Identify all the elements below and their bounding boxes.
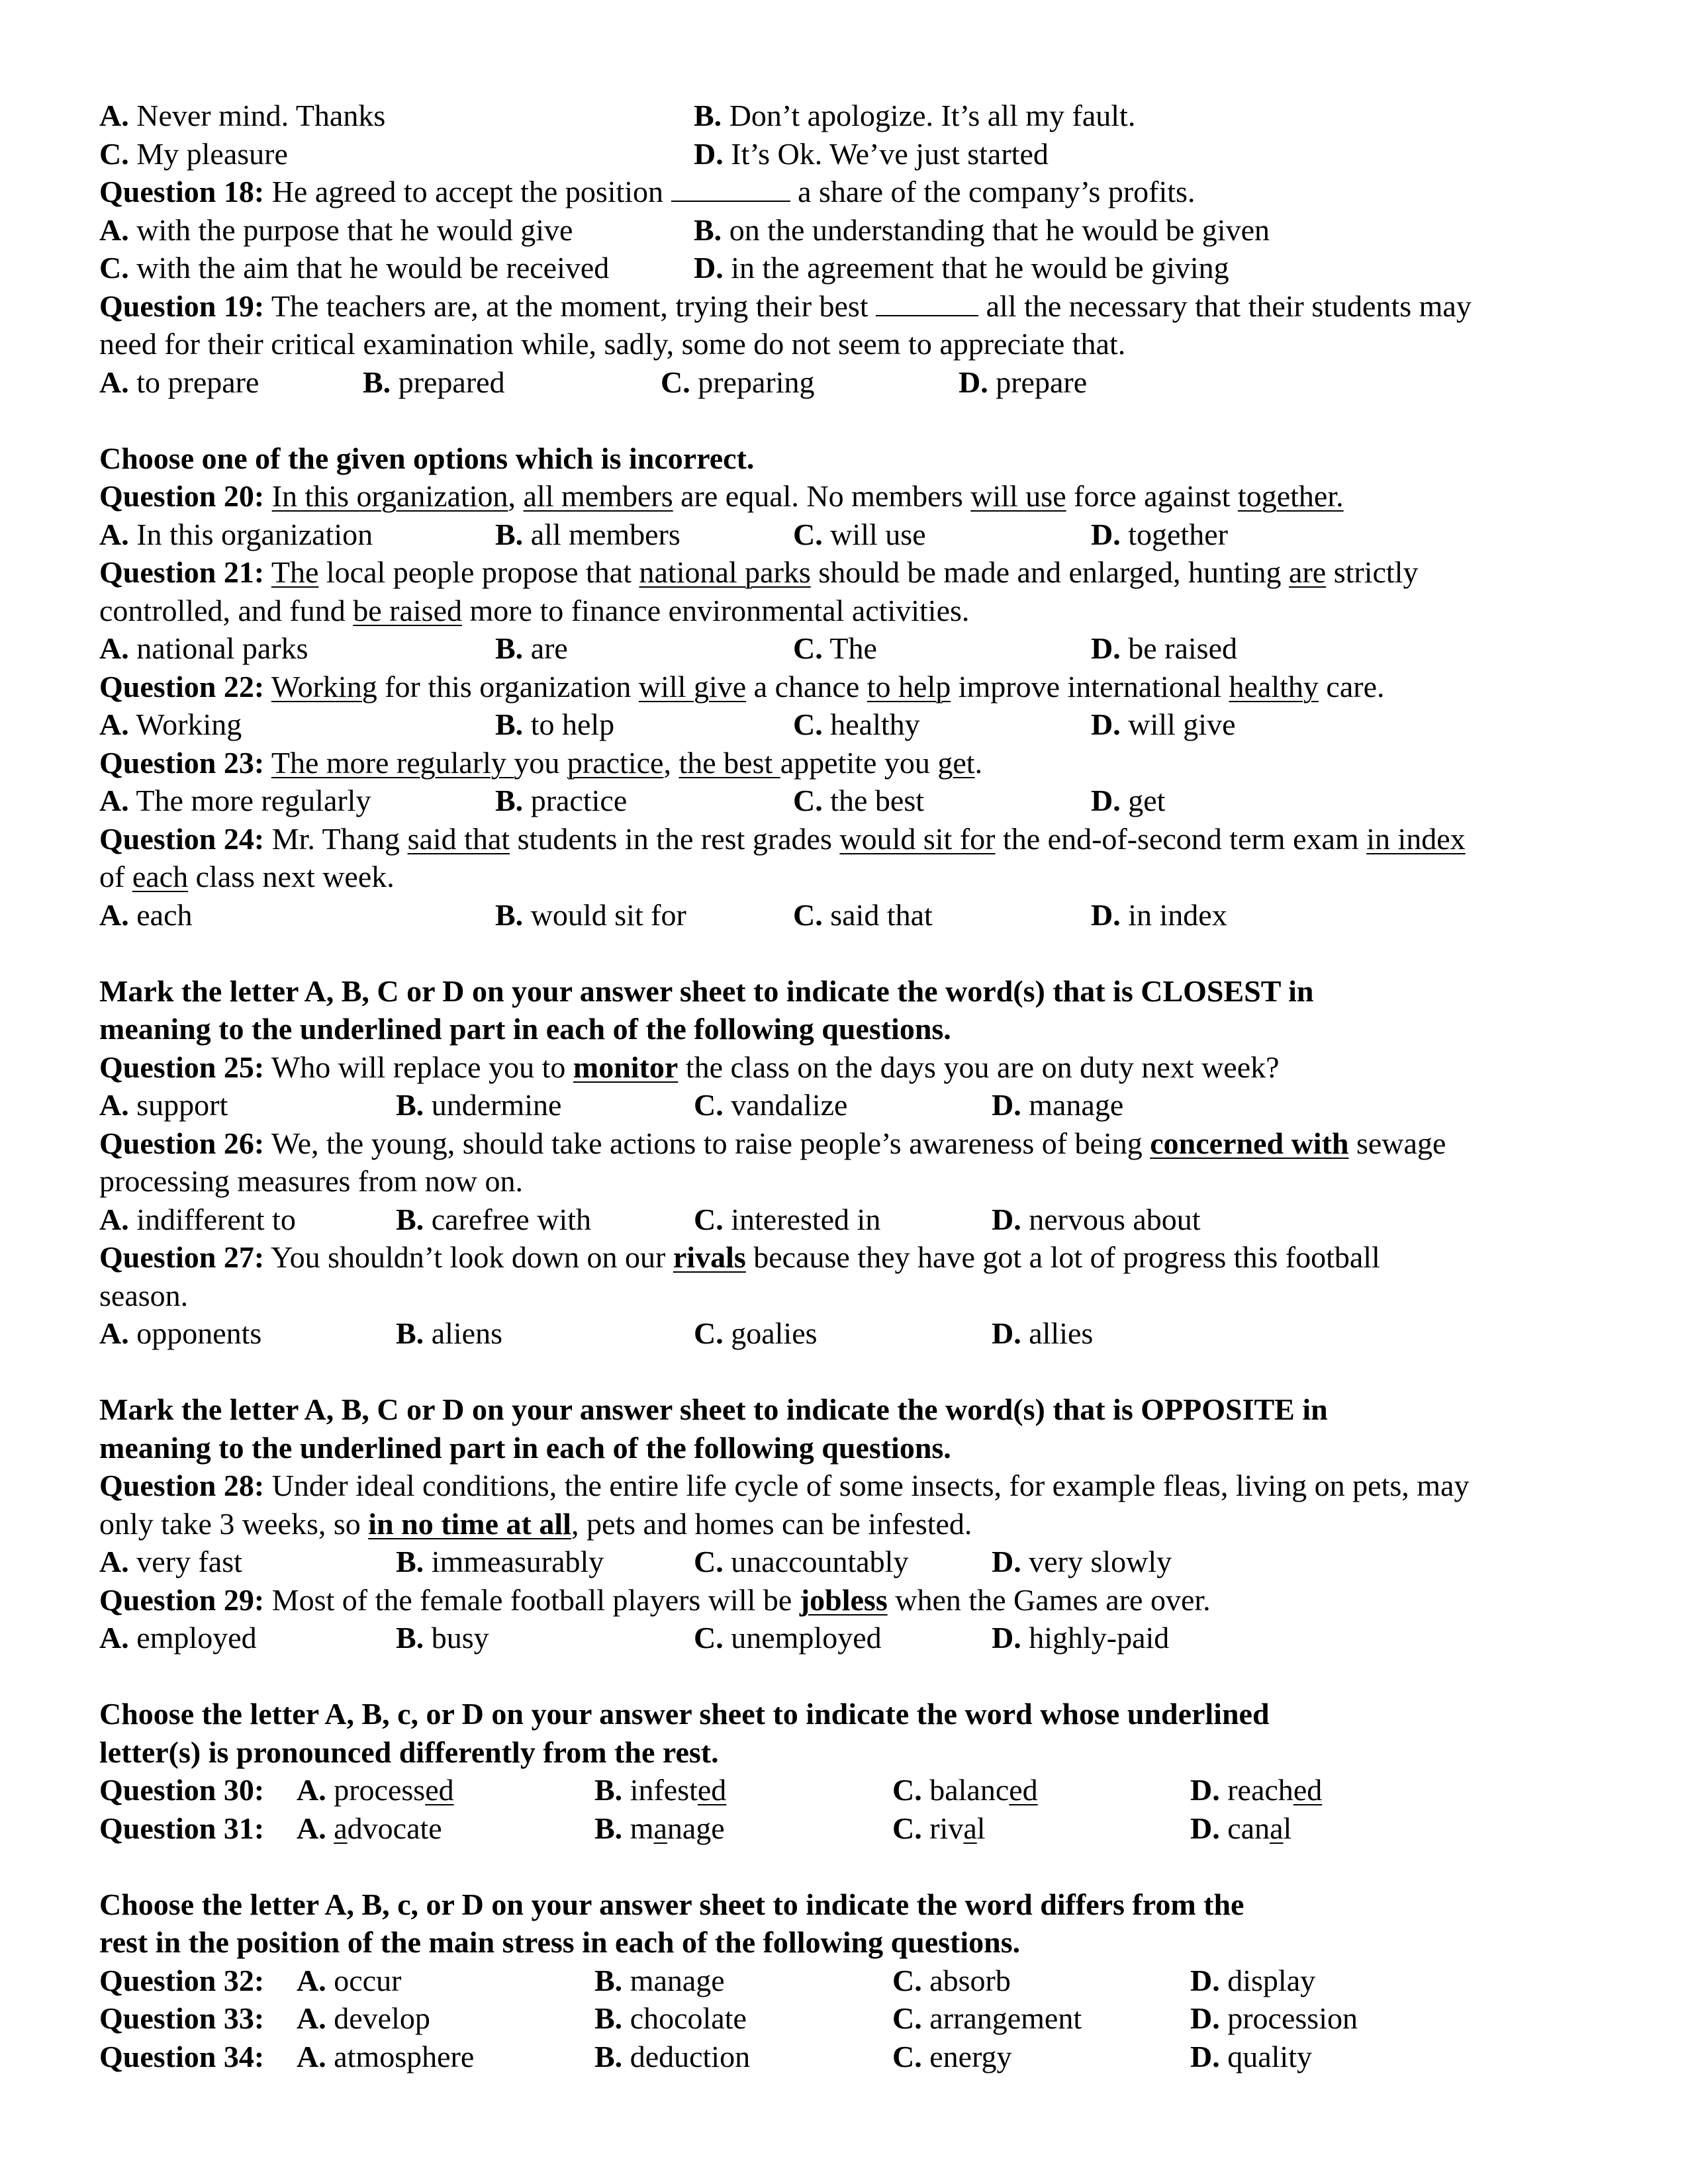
q19-options [99, 363, 1589, 402]
q17-options-row-1 [99, 97, 1589, 135]
q28-option-a: A. very fast [99, 1545, 242, 1578]
q34-option-d: D. quality [1190, 2039, 1312, 2073]
section-heading-opposite-line-2: meaning to the underlined part in each of the following questions. [99, 1430, 951, 1465]
q18-option-c: C. with the aim that he would be received [99, 251, 610, 285]
q23-option-b: B. practice [495, 784, 628, 817]
q22-option-b: B. to help [495, 707, 615, 741]
q29-stem: Question 29: Most of the female football players will be jobless when the Games are over. [99, 1582, 1211, 1617]
q29-option-c: C. unemployed [694, 1621, 882, 1655]
q27-option-b: B. aliens [396, 1316, 502, 1350]
q34-label: Question 34: [99, 2039, 265, 2073]
q27-stem-line-2: season. [99, 1278, 189, 1312]
q28-option-b: B. immeasurably [396, 1545, 604, 1578]
q29-option-d: D. highly-paid [992, 1621, 1170, 1655]
q24-option-d: D. in index [1091, 897, 1227, 932]
q20-option-a: A. In this organization [99, 517, 373, 551]
q20-stem: Question 20: In this organization, all members are equal. No members will use force against together. [99, 479, 1344, 513]
q25-options [99, 1086, 1589, 1124]
q31-option-a: A. advocate [297, 1811, 442, 1845]
q25-option-b: B. undermine [396, 1088, 562, 1122]
q29-options [99, 1619, 1589, 1657]
q33-option-c: C. arrangement [892, 2001, 1082, 2035]
q23-option-a: A. The more regularly [99, 784, 371, 817]
q30-option-a: A. processed [297, 1773, 454, 1807]
q29-option-b: B. busy [396, 1621, 489, 1655]
q32-option-c: C. absorb [892, 1963, 1011, 1997]
q24-option-b: B. would sit for [495, 897, 686, 932]
q33-row [99, 1999, 1589, 2038]
q18-stem: Question 18: He agreed to accept the position a share of the company’s profits. [99, 175, 1196, 208]
q32-option-d: D. display [1190, 1963, 1316, 1997]
q28-option-d: D. very slowly [992, 1545, 1172, 1578]
q32-label: Question 32: [99, 1963, 265, 1997]
q32-option-a: A. occur [297, 1963, 402, 1997]
q26-stem-line-2: processing measures from now on. [99, 1164, 524, 1198]
q25-option-c: C. vandalize [694, 1088, 848, 1122]
q33-option-a: A. develop [297, 2001, 430, 2035]
q32-option-b: B. manage [594, 1963, 725, 1997]
q28-option-c: C. unaccountably [694, 1545, 909, 1578]
q21-option-a: A. national parks [99, 631, 308, 665]
q33-option-b: B. chocolate [594, 2001, 747, 2035]
q30-label: Question 30: [99, 1773, 265, 1807]
q17-option-c: C. My pleasure [99, 136, 288, 171]
q26-option-d: D. nervous about [992, 1202, 1201, 1236]
q24-options [99, 896, 1589, 934]
q18-options-row-2 [99, 249, 1589, 287]
q33-label: Question 33: [99, 2001, 265, 2035]
section-heading-stress-line-2: rest in the position of the main stress in each of the following questions. [99, 1925, 1021, 1959]
q17-option-a: A. Never mind. Thanks [99, 99, 386, 132]
q21-option-b: B. are [495, 631, 568, 665]
q26-options [99, 1201, 1589, 1239]
section-heading-stress: Choose the letter A, B, c, or D on your answer sheet to indicate the word differs from the [99, 1887, 1244, 1921]
q17-option-d: D. It’s Ok. We’ve just started [694, 136, 1049, 171]
q19-stem: Question 19: The teachers are, at the moment, trying their best all the necessary that their students may [99, 289, 1472, 323]
q30-option-b: B. infested [594, 1773, 727, 1807]
q34-row [99, 2038, 1589, 2076]
q20-option-b: B. all members [495, 517, 680, 551]
q18-option-a: A. with the purpose that he would give [99, 212, 573, 247]
q24-option-a: A. each [99, 897, 193, 932]
q30-option-c: C. balanced [892, 1773, 1038, 1807]
q23-stem: Question 23: The more regularly you practice, the best appetite you get. [99, 745, 983, 780]
q27-option-a: A. opponents [99, 1316, 262, 1350]
q31-label: Question 31: [99, 1811, 265, 1845]
q32-row [99, 1962, 1589, 2000]
q21-option-c: C. The [793, 631, 877, 665]
q31-option-b: B. manage [594, 1811, 725, 1845]
q25-option-a: A. support [99, 1088, 228, 1122]
q27-option-d: D. allies [992, 1316, 1094, 1350]
q22-option-c: C. healthy [793, 707, 920, 741]
section-heading-pronunciation-line-2: letter(s) is pronounced differently from the rest. [99, 1735, 719, 1769]
q20-options [99, 516, 1589, 554]
q27-option-c: C. goalies [694, 1316, 818, 1350]
q20-option-c: C. will use [793, 517, 926, 551]
q26-stem: Question 26: We, the young, should take actions to raise people’s awareness of being concerned with sewage [99, 1126, 1446, 1160]
q22-option-d: D. will give [1091, 707, 1236, 741]
q28-options [99, 1543, 1589, 1581]
q18-option-b: B. on the understanding that he would be given [694, 212, 1270, 247]
section-heading-closest-line-2: meaning to the underlined part in each of the following questions. [99, 1012, 951, 1046]
q23-option-d: D. get [1091, 784, 1166, 817]
q28-stem-line-2: only take 3 weeks, so in no time at all, pets and homes can be infested. [99, 1506, 972, 1541]
q24-stem-line-2: of each class next week. [99, 860, 395, 893]
q24-stem: Question 24: Mr. Thang said that students in the rest grades would sit for the end-of-second term exam in index [99, 821, 1466, 856]
q17-options-row-2 [99, 135, 1589, 173]
q29-option-a: A. employed [99, 1621, 257, 1655]
q26-option-c: C. interested in [694, 1202, 881, 1236]
q19-option-a: A. to prepare [99, 365, 259, 399]
q33-option-d: D. procession [1190, 2001, 1358, 2035]
q26-option-b: B. carefree with [396, 1202, 592, 1236]
answer-blank [876, 314, 978, 316]
q19-option-d: D. prepare [959, 365, 1088, 399]
q27-options [99, 1314, 1589, 1353]
q19-stem-line-2: need for their critical examination while, sadly, some do not seem to appreciate that. [99, 327, 1126, 361]
q22-options [99, 705, 1589, 744]
q21-stem: Question 21: The local people propose that national parks should be made and enlarged, hunting are strictly [99, 555, 1419, 589]
q23-options [99, 782, 1589, 820]
q34-option-b: B. deduction [594, 2039, 751, 2073]
q25-option-d: D. manage [992, 1088, 1124, 1122]
q31-option-d: D. canal [1190, 1811, 1292, 1845]
section-heading-pronunciation: Choose the letter A, B, c, or D on your answer sheet to indicate the word whose underlined [99, 1697, 1270, 1731]
q30-option-d: D. reached [1190, 1773, 1323, 1807]
q20-option-d: D. together [1091, 517, 1228, 551]
q25-stem: Question 25: Who will replace you to monitor the class on the days you are on duty next week? [99, 1050, 1280, 1084]
q30-row [99, 1771, 1589, 1809]
q28-stem: Question 28: Under ideal conditions, the entire life cycle of some insects, for example fleas, living on pets, may [99, 1469, 1470, 1502]
q18-options-row-1 [99, 211, 1589, 250]
q23-option-c: C. the best [793, 784, 925, 817]
q34-option-c: C. energy [892, 2039, 1012, 2073]
q19-option-c: C. preparing [661, 365, 815, 399]
q22-option-a: A. Working [99, 707, 242, 741]
q27-stem: Question 27: You shouldn’t look down on our rivals because they have got a lot of progress this football [99, 1240, 1380, 1274]
exam-page [99, 97, 1589, 2075]
q26-option-a: A. indifferent to [99, 1202, 296, 1236]
section-heading-incorrect: Choose one of the given options which is incorrect. [99, 441, 755, 475]
q21-options [99, 629, 1589, 668]
section-heading-opposite: Mark the letter A, B, C or D on your answer sheet to indicate the word(s) that is OPPOSITE in [99, 1392, 1328, 1426]
q19-option-b: B. prepared [363, 365, 505, 399]
section-heading-closest: Mark the letter A, B, C or D on your answer sheet to indicate the word(s) that is CLOSEST in [99, 974, 1314, 1008]
q31-row [99, 1809, 1589, 1848]
q24-option-c: C. said that [793, 897, 933, 932]
q31-option-c: C. rival [892, 1811, 986, 1845]
q34-option-a: A. atmosphere [297, 2039, 475, 2073]
q17-option-b: B. Don’t apologize. It’s all my fault. [694, 99, 1136, 132]
q21-option-d: D. be raised [1091, 631, 1237, 665]
q21-stem-line-2: controlled, and fund be raised more to finance environmental activities. [99, 593, 970, 627]
q22-stem: Question 22: Working for this organization will give a chance to help improve international healthy care. [99, 669, 1385, 704]
q18-option-d: D. in the agreement that he would be giving [694, 251, 1229, 285]
answer-blank [671, 200, 790, 202]
